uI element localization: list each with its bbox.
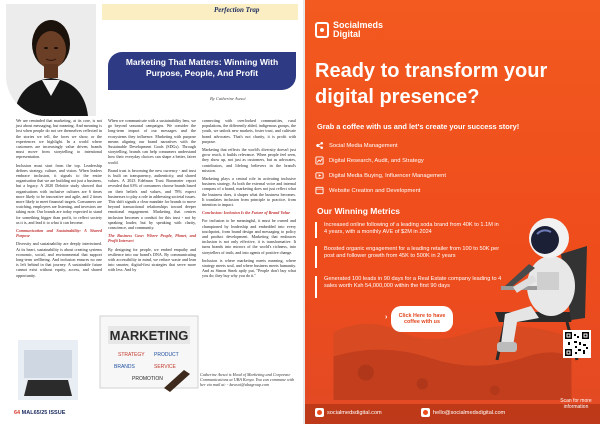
website-link[interactable] [315, 408, 382, 417]
brand-logo-icon [315, 22, 329, 38]
board-word-marketing: MARKETING [109, 328, 189, 343]
issue-label: MAL65/25 ISSUE [21, 410, 66, 416]
paragraph: connecting with overlooked communities, rural populations, the differently abled, indigenous groups, the youth, we unlock new markets, foster trust, and cultivate brand advocates. That's not charity, it is profit with purpose. [202, 118, 296, 144]
board-word-strategy: STRATEGY [118, 352, 145, 358]
metric-item [315, 222, 503, 238]
board-word-service: SERVICE [154, 364, 176, 370]
metric-bar [315, 246, 317, 268]
services-list [315, 138, 485, 198]
service-label: Website Creation and Development [329, 187, 421, 194]
subheading-conclusion: Conclusion: Inclusion Is the Future of Brand Value [202, 210, 290, 216]
metric-item [315, 246, 503, 268]
paragraph: By designing for people, we embed empathy and resilience into our brand's DNA. By communicating with accessibility in mind, we reduce waste and lean into smarter, digital-first strategies that serve more with less. And by [108, 246, 196, 273]
article-column-2 [108, 118, 196, 276]
qr-code-icon [565, 332, 589, 356]
metric-item [315, 276, 503, 298]
metric-text: Increased online following of a leading soda brand from 40K to 1.1M in 4 years, with a monthly AVE of $2M in 2024 [324, 222, 499, 235]
coffee-cta-button[interactable] [391, 306, 453, 332]
board-word-product: PRODUCT [154, 352, 179, 358]
article-title: Marketing That Matters: Winning With Purpose, People, And Profit [125, 57, 279, 78]
scan-caption: Scan for more information [560, 398, 592, 410]
audit-icon [315, 156, 324, 165]
page-footer [14, 410, 65, 416]
metric-text: Boosted organic engagement for a leading retailer from 100 to 50K per post and follower growth from 45K to 500K in 2 years [324, 246, 500, 259]
metric-bar [315, 276, 317, 298]
paragraph: Diversity and sustainability are deeply intertwined. At its heart, sustainability is about creating systems economic, social, and environmental that support long-term wellbeing. And inclusion ensures no one is left behind in that journey. A sustainable future cannot exist without equity, access, and shared opportunity. [16, 241, 102, 278]
metric-text: Generated 100 leads in 90 days for a Real Estate company leading to 4 sales worth Ksh 54,000,000 within the first 90 days [324, 276, 502, 289]
byline: By Catherine Awsoi [210, 96, 246, 101]
service-item [315, 153, 485, 168]
paragraph: When we communicate with a sustainability lens, we go beyond seasonal campaigns. We consider the long-term impact of our messages and the ecosystems they influence. Marketing with purpose means aligning our brand narratives with the Sustainable Development Goals (SDGs). Through storytelling, brands can help consumers understand how their everyday choices can shape a better, fairer world. [108, 118, 196, 165]
bio-text: Catherine Awsoi is Head of Marketing and Corporate Communications at UBA Kenya. You can commune with her via mail at: - [200, 372, 295, 388]
article-column-3 [202, 118, 296, 282]
article-column-1 [16, 118, 102, 281]
qr-code[interactable] [563, 330, 591, 358]
globe-icon [315, 408, 324, 417]
email-link[interactable] [421, 408, 505, 417]
author-portrait [6, 4, 96, 116]
metric-bar [315, 222, 317, 238]
marketing-board-image [14, 310, 204, 402]
advert-page [305, 0, 600, 424]
service-label: Digital Research, Audit, and Strategy [329, 157, 424, 164]
paragraph: Marketing plays a central role in activating inclusive business strategy. As both the external voice and internal compass of a brand, marketing does not just reflect what the business does, it shapes what the business becomes. It translates inclusion from principle to practice, from intention to impact. [202, 176, 296, 208]
paragraph: For inclusion to be meaningful, it must be owned and championed by leadership and embedded into every touchpoint, from brand design and messaging to policy and product development. Marketing that embraces inclusion is not only effective, it is transformative. It turns brands into mirrors of the world's richness, into storytellers of truth, and into agents of positive change. [202, 218, 296, 255]
service-item [315, 183, 485, 198]
brand-name-line-2: Digital [333, 29, 361, 39]
bio-email[interactable]: kawsoi@ubagroup.com [229, 382, 270, 388]
media-buying-icon [315, 171, 324, 180]
section-tag-banner [102, 4, 298, 20]
social-media-icon [315, 141, 324, 150]
section-tag: Perfection Trap [214, 6, 260, 14]
website-icon [315, 186, 324, 195]
board-word-brands: BRANDS [114, 364, 135, 370]
paragraph: We are reminded that marketing, at its core, is not just about messaging, but meaning. And meaning is lost when people do not see themselves reflected in the stories we tell, the faces we show, or the experiences we highlight. In a world where customers are increasingly value driven, brands must move from storytelling to intentional representation. [16, 118, 102, 160]
service-item [315, 138, 485, 153]
cta-label: Click Here to have coffee with us [398, 312, 446, 325]
mail-icon [421, 408, 430, 417]
paragraph: Inclusion is where marketing meets meaning, where strategy meets soul, and where business meets humanity. And as Simon Sinek aptly put, "People don't buy what you do; they buy why you do it." [202, 257, 296, 279]
service-label: Digital Media Buying, Influencer Management [329, 172, 446, 179]
website-text: socialmedsdigital.com [327, 409, 382, 416]
ad-subheadline: Grab a coffee with us and let's create your success story! [317, 122, 520, 131]
arrow-right-icon: › [385, 314, 388, 321]
paragraph: Brand trust is becoming the new currency - and trust is built on transparency, authenticity, and shared values. A 2023 Edelman Trust Barometer report revealed that 63% of consumers choose brands based on their beliefs and values, and 78% expect businesses to play a role in addressing societal issues. This shift signals a clear mandate for brands to move beyond transactional relationships toward deeper emotional engagement. Marketing that centres inclusion becomes a conduit for this trust - not by speaking louder, but by speaking with clarity, conscience, and community. [108, 167, 196, 231]
page-number: 64 [14, 410, 21, 416]
email-text: hello@socialmedsdigital.com [433, 409, 506, 416]
ad-headline: Ready to transform your digital presence? [315, 60, 548, 108]
service-label: Social Media Management [329, 142, 398, 149]
brand-name-line-1: Socialmeds [333, 20, 384, 30]
paragraph: Inclusion must start from the top. Leadership defines strategy, culture, and vision. When leaders embrace inclusion, it signals to the entire organisation that we are building not just a business, but a legacy. A 2020 Deloitte study showed that organisations with inclusive cultures are 6 times more likely to be innovative and agile, and 2 times more likely to meet financial targets. Consumers are watching, employees are listening, and investors are taking note. Our brands are today expected to stand for something bigger than profit, to reflect society as it is, and lead it to what it can become. [16, 162, 102, 225]
board-word-promotion: PROMOTION [132, 376, 163, 382]
service-item [315, 168, 485, 183]
brand-name [333, 21, 383, 39]
subheading-business-case: The Business Case: Where People, Planet, and Profit Intersect [108, 233, 196, 244]
author-bio [200, 372, 296, 388]
article-title-box [108, 52, 296, 90]
paragraph: Marketing that reflects the world's diversity doesn't just grow reach, it builds relevance. When people feel seen, they show up, not just as customers, but as advocates, contributors, and lifelong believers in the brand's mission. [202, 147, 296, 173]
subheading-communication: Communication and Sustainability: A Shared Purpose [16, 228, 102, 239]
metrics-title: Our Winning Metrics [317, 206, 401, 216]
